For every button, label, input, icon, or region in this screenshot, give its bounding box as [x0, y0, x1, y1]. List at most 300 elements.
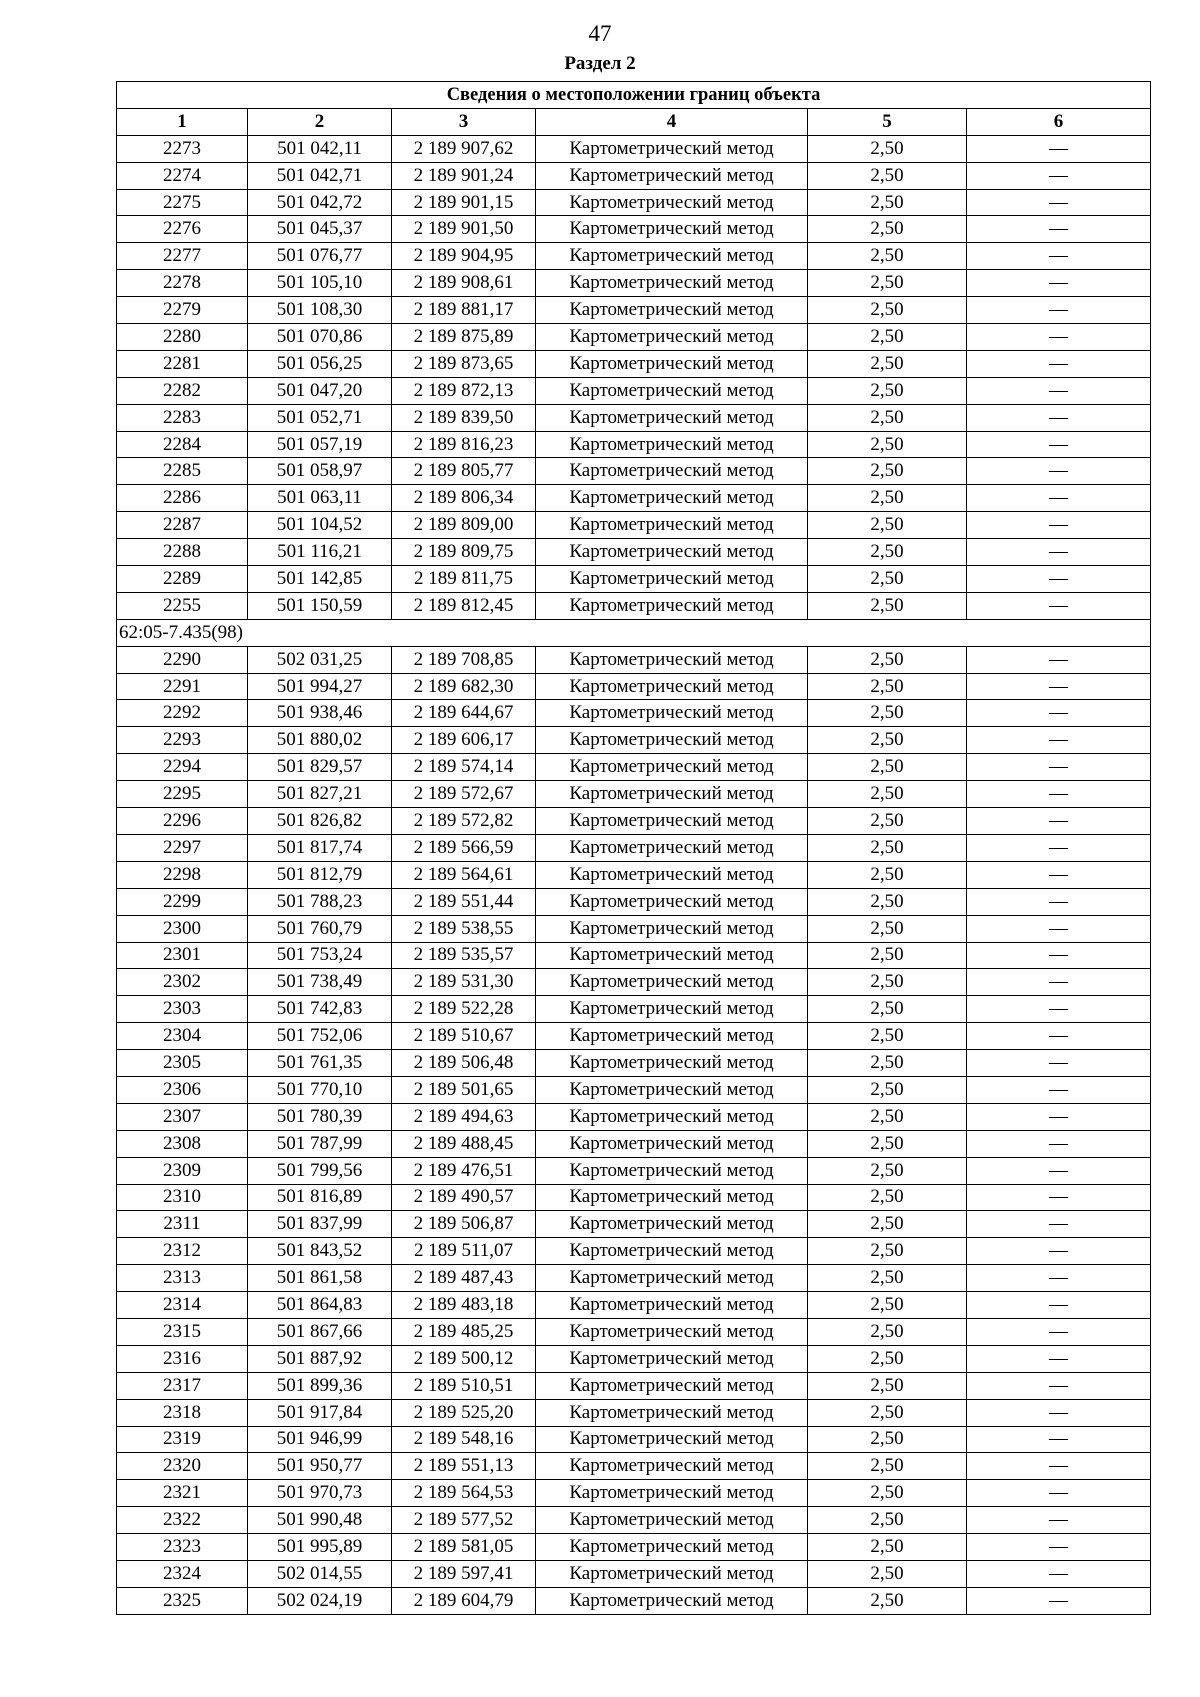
accuracy-cell: 2,50: [808, 1023, 967, 1050]
table-row: [117, 162, 1151, 189]
column-number: 2: [248, 108, 392, 135]
method-cell: Картометрический метод: [536, 781, 808, 808]
x-coordinate-cell: 501 058,97: [248, 458, 392, 485]
description-cell: —: [967, 1265, 1151, 1292]
column-number: 6: [967, 108, 1151, 135]
table-row: [117, 1453, 1151, 1480]
method-cell: Картометрический метод: [536, 996, 808, 1023]
x-coordinate-cell: 501 056,25: [248, 350, 392, 377]
accuracy-cell: 2,50: [808, 754, 967, 781]
table-row: [117, 1345, 1151, 1372]
accuracy-cell: 2,50: [808, 942, 967, 969]
accuracy-cell: 2,50: [808, 324, 967, 351]
description-cell: —: [967, 1399, 1151, 1426]
accuracy-cell: 2,50: [808, 1292, 967, 1319]
description-cell: —: [967, 781, 1151, 808]
method-cell: Картометрический метод: [536, 216, 808, 243]
point-number-cell: 2289: [117, 566, 248, 593]
x-coordinate-cell: 501 770,10: [248, 1076, 392, 1103]
table-row: [117, 592, 1151, 619]
accuracy-cell: 2,50: [808, 485, 967, 512]
description-cell: —: [967, 1050, 1151, 1077]
table-row: [117, 942, 1151, 969]
x-coordinate-cell: 501 994,27: [248, 673, 392, 700]
table-row: [117, 350, 1151, 377]
description-cell: —: [967, 324, 1151, 351]
description-cell: —: [967, 888, 1151, 915]
method-cell: Картометрический метод: [536, 700, 808, 727]
accuracy-cell: 2,50: [808, 1050, 967, 1077]
method-cell: Картометрический метод: [536, 512, 808, 539]
x-coordinate-cell: 501 047,20: [248, 377, 392, 404]
x-coordinate-cell: 501 950,77: [248, 1453, 392, 1480]
method-cell: Картометрический метод: [536, 861, 808, 888]
point-number-cell: 2309: [117, 1157, 248, 1184]
method-cell: Картометрический метод: [536, 1238, 808, 1265]
point-number-cell: 2302: [117, 969, 248, 996]
accuracy-cell: 2,50: [808, 350, 967, 377]
point-number-cell: 2300: [117, 915, 248, 942]
y-coordinate-cell: 2 189 566,59: [392, 834, 536, 861]
table-row: [117, 808, 1151, 835]
y-coordinate-cell: 2 189 574,14: [392, 754, 536, 781]
point-number-cell: 2286: [117, 485, 248, 512]
method-cell: Картометрический метод: [536, 754, 808, 781]
accuracy-cell: 2,50: [808, 1345, 967, 1372]
method-cell: Картометрический метод: [536, 592, 808, 619]
table-row: [117, 512, 1151, 539]
y-coordinate-cell: 2 189 485,25: [392, 1318, 536, 1345]
y-coordinate-cell: 2 189 708,85: [392, 646, 536, 673]
method-cell: Картометрический метод: [536, 1265, 808, 1292]
table-row: [117, 216, 1151, 243]
point-number-cell: 2304: [117, 1023, 248, 1050]
description-cell: —: [967, 673, 1151, 700]
y-coordinate-cell: 2 189 483,18: [392, 1292, 536, 1319]
point-number-cell: 2303: [117, 996, 248, 1023]
table-row: [117, 135, 1151, 162]
x-coordinate-cell: 501 076,77: [248, 243, 392, 270]
table-row: [117, 915, 1151, 942]
point-number-cell: 2322: [117, 1507, 248, 1534]
y-coordinate-cell: 2 189 907,62: [392, 135, 536, 162]
y-coordinate-cell: 2 189 901,15: [392, 189, 536, 216]
y-coordinate-cell: 2 189 577,52: [392, 1507, 536, 1534]
point-number-cell: 2312: [117, 1238, 248, 1265]
method-cell: Картометрический метод: [536, 969, 808, 996]
table-row: [117, 700, 1151, 727]
x-coordinate-cell: 502 031,25: [248, 646, 392, 673]
accuracy-cell: 2,50: [808, 539, 967, 566]
accuracy-cell: 2,50: [808, 270, 967, 297]
method-cell: Картометрический метод: [536, 243, 808, 270]
group-header-row: [117, 619, 1151, 646]
method-cell: Картометрический метод: [536, 135, 808, 162]
accuracy-cell: 2,50: [808, 1560, 967, 1587]
description-cell: —: [967, 754, 1151, 781]
x-coordinate-cell: 501 938,46: [248, 700, 392, 727]
accuracy-cell: 2,50: [808, 1587, 967, 1614]
description-cell: —: [967, 834, 1151, 861]
accuracy-cell: 2,50: [808, 162, 967, 189]
column-number-row: [117, 108, 1151, 135]
description-cell: —: [967, 458, 1151, 485]
accuracy-cell: 2,50: [808, 1211, 967, 1238]
column-number: 3: [392, 108, 536, 135]
description-cell: —: [967, 404, 1151, 431]
table-row: [117, 1560, 1151, 1587]
table-row: [117, 646, 1151, 673]
description-cell: —: [967, 485, 1151, 512]
x-coordinate-cell: 501 861,58: [248, 1265, 392, 1292]
point-number-cell: 2310: [117, 1184, 248, 1211]
description-cell: —: [967, 243, 1151, 270]
y-coordinate-cell: 2 189 500,12: [392, 1345, 536, 1372]
x-coordinate-cell: 501 917,84: [248, 1399, 392, 1426]
x-coordinate-cell: 501 990,48: [248, 1507, 392, 1534]
y-coordinate-cell: 2 189 901,50: [392, 216, 536, 243]
table-row: [117, 1184, 1151, 1211]
point-number-cell: 2316: [117, 1345, 248, 1372]
description-cell: —: [967, 1480, 1151, 1507]
method-cell: Картометрический метод: [536, 888, 808, 915]
x-coordinate-cell: 501 742,83: [248, 996, 392, 1023]
method-cell: Картометрический метод: [536, 377, 808, 404]
accuracy-cell: 2,50: [808, 1399, 967, 1426]
x-coordinate-cell: 501 142,85: [248, 566, 392, 593]
y-coordinate-cell: 2 189 816,23: [392, 431, 536, 458]
description-cell: —: [967, 969, 1151, 996]
x-coordinate-cell: 501 816,89: [248, 1184, 392, 1211]
accuracy-cell: 2,50: [808, 1318, 967, 1345]
table-row: [117, 1211, 1151, 1238]
x-coordinate-cell: 501 864,83: [248, 1292, 392, 1319]
description-cell: —: [967, 1534, 1151, 1561]
y-coordinate-cell: 2 189 805,77: [392, 458, 536, 485]
accuracy-cell: 2,50: [808, 1238, 967, 1265]
accuracy-cell: 2,50: [808, 458, 967, 485]
table-row: [117, 861, 1151, 888]
table-row: [117, 243, 1151, 270]
point-number-cell: 2314: [117, 1292, 248, 1319]
accuracy-cell: 2,50: [808, 808, 967, 835]
point-number-cell: 2274: [117, 162, 248, 189]
y-coordinate-cell: 2 189 812,45: [392, 592, 536, 619]
x-coordinate-cell: 502 024,19: [248, 1587, 392, 1614]
x-coordinate-cell: 501 042,11: [248, 135, 392, 162]
description-cell: —: [967, 1318, 1151, 1345]
y-coordinate-cell: 2 189 901,24: [392, 162, 536, 189]
method-cell: Картометрический метод: [536, 1050, 808, 1077]
table-row: [117, 1587, 1151, 1614]
point-number-cell: 2297: [117, 834, 248, 861]
y-coordinate-cell: 2 189 839,50: [392, 404, 536, 431]
table-row: [117, 673, 1151, 700]
table-row: [117, 1023, 1151, 1050]
y-coordinate-cell: 2 189 875,89: [392, 324, 536, 351]
y-coordinate-cell: 2 189 488,45: [392, 1130, 536, 1157]
method-cell: Картометрический метод: [536, 1157, 808, 1184]
description-cell: —: [967, 592, 1151, 619]
point-number-cell: 2319: [117, 1426, 248, 1453]
x-coordinate-cell: 501 738,49: [248, 969, 392, 996]
method-cell: Картометрический метод: [536, 1587, 808, 1614]
table-row: [117, 1372, 1151, 1399]
table-row: [117, 189, 1151, 216]
description-cell: —: [967, 727, 1151, 754]
table-row: [117, 1507, 1151, 1534]
point-number-cell: 2315: [117, 1318, 248, 1345]
description-cell: —: [967, 996, 1151, 1023]
point-number-cell: 2280: [117, 324, 248, 351]
y-coordinate-cell: 2 189 572,82: [392, 808, 536, 835]
table-row: [117, 1480, 1151, 1507]
table-row: [117, 969, 1151, 996]
point-number-cell: 2255: [117, 592, 248, 619]
table-row: [117, 1130, 1151, 1157]
description-cell: —: [967, 297, 1151, 324]
point-number-cell: 2283: [117, 404, 248, 431]
table-row: [117, 1050, 1151, 1077]
accuracy-cell: 2,50: [808, 915, 967, 942]
table-row: [117, 1076, 1151, 1103]
accuracy-cell: 2,50: [808, 1480, 967, 1507]
method-cell: Картометрический метод: [536, 1211, 808, 1238]
table-row: [117, 431, 1151, 458]
accuracy-cell: 2,50: [808, 135, 967, 162]
y-coordinate-cell: 2 189 510,51: [392, 1372, 536, 1399]
point-number-cell: 2290: [117, 646, 248, 673]
y-coordinate-cell: 2 189 506,48: [392, 1050, 536, 1077]
method-cell: Картометрический метод: [536, 808, 808, 835]
point-number-cell: 2301: [117, 942, 248, 969]
accuracy-cell: 2,50: [808, 673, 967, 700]
point-number-cell: 2285: [117, 458, 248, 485]
y-coordinate-cell: 2 189 811,75: [392, 566, 536, 593]
y-coordinate-cell: 2 189 522,28: [392, 996, 536, 1023]
accuracy-cell: 2,50: [808, 404, 967, 431]
x-coordinate-cell: 501 995,89: [248, 1534, 392, 1561]
x-coordinate-cell: 501 829,57: [248, 754, 392, 781]
y-coordinate-cell: 2 189 809,75: [392, 539, 536, 566]
x-coordinate-cell: 501 761,35: [248, 1050, 392, 1077]
y-coordinate-cell: 2 189 490,57: [392, 1184, 536, 1211]
table-row: [117, 324, 1151, 351]
x-coordinate-cell: 501 116,21: [248, 539, 392, 566]
method-cell: Картометрический метод: [536, 270, 808, 297]
table-row: [117, 754, 1151, 781]
description-cell: —: [967, 216, 1151, 243]
point-number-cell: 2313: [117, 1265, 248, 1292]
point-number-cell: 2308: [117, 1130, 248, 1157]
accuracy-cell: 2,50: [808, 834, 967, 861]
accuracy-cell: 2,50: [808, 243, 967, 270]
method-cell: Картометрический метод: [536, 431, 808, 458]
x-coordinate-cell: 501 799,56: [248, 1157, 392, 1184]
accuracy-cell: 2,50: [808, 700, 967, 727]
x-coordinate-cell: 501 817,74: [248, 834, 392, 861]
column-number: 4: [536, 108, 808, 135]
method-cell: Картометрический метод: [536, 1560, 808, 1587]
y-coordinate-cell: 2 189 873,65: [392, 350, 536, 377]
description-cell: —: [967, 1587, 1151, 1614]
x-coordinate-cell: 501 787,99: [248, 1130, 392, 1157]
x-coordinate-cell: 501 042,71: [248, 162, 392, 189]
method-cell: Картометрический метод: [536, 1345, 808, 1372]
method-cell: Картометрический метод: [536, 915, 808, 942]
x-coordinate-cell: 501 760,79: [248, 915, 392, 942]
accuracy-cell: 2,50: [808, 1534, 967, 1561]
method-cell: Картометрический метод: [536, 458, 808, 485]
method-cell: Картометрический метод: [536, 162, 808, 189]
table-row: [117, 1399, 1151, 1426]
method-cell: Картометрический метод: [536, 942, 808, 969]
point-number-cell: 2324: [117, 1560, 248, 1587]
x-coordinate-cell: 501 108,30: [248, 297, 392, 324]
point-number-cell: 2295: [117, 781, 248, 808]
table-row: [117, 485, 1151, 512]
table-caption: Сведения о местоположении границ объекта: [117, 82, 1151, 109]
table-row: [117, 404, 1151, 431]
point-number-cell: 2299: [117, 888, 248, 915]
method-cell: Картометрический метод: [536, 646, 808, 673]
accuracy-cell: 2,50: [808, 377, 967, 404]
accuracy-cell: 2,50: [808, 1157, 967, 1184]
x-coordinate-cell: 501 827,21: [248, 781, 392, 808]
y-coordinate-cell: 2 189 564,53: [392, 1480, 536, 1507]
description-cell: —: [967, 1103, 1151, 1130]
method-cell: Картометрический метод: [536, 1023, 808, 1050]
description-cell: —: [967, 1238, 1151, 1265]
y-coordinate-cell: 2 189 682,30: [392, 673, 536, 700]
y-coordinate-cell: 2 189 904,95: [392, 243, 536, 270]
accuracy-cell: 2,50: [808, 566, 967, 593]
point-number-cell: 2317: [117, 1372, 248, 1399]
y-coordinate-cell: 2 189 476,51: [392, 1157, 536, 1184]
method-cell: Картометрический метод: [536, 1184, 808, 1211]
method-cell: Картометрический метод: [536, 297, 808, 324]
x-coordinate-cell: 501 970,73: [248, 1480, 392, 1507]
y-coordinate-cell: 2 189 806,34: [392, 485, 536, 512]
method-cell: Картометрический метод: [536, 1534, 808, 1561]
x-coordinate-cell: 502 014,55: [248, 1560, 392, 1587]
description-cell: —: [967, 1507, 1151, 1534]
method-cell: Картометрический метод: [536, 1426, 808, 1453]
x-coordinate-cell: 501 812,79: [248, 861, 392, 888]
point-number-cell: 2294: [117, 754, 248, 781]
x-coordinate-cell: 501 057,19: [248, 431, 392, 458]
method-cell: Картометрический метод: [536, 539, 808, 566]
x-coordinate-cell: 501 837,99: [248, 1211, 392, 1238]
table-row: [117, 566, 1151, 593]
method-cell: Картометрический метод: [536, 1480, 808, 1507]
x-coordinate-cell: 501 752,06: [248, 1023, 392, 1050]
table-row: [117, 377, 1151, 404]
description-cell: —: [967, 861, 1151, 888]
description-cell: —: [967, 1292, 1151, 1319]
accuracy-cell: 2,50: [808, 431, 967, 458]
method-cell: Картометрический метод: [536, 1103, 808, 1130]
point-number-cell: 2281: [117, 350, 248, 377]
table-row: [117, 996, 1151, 1023]
accuracy-cell: 2,50: [808, 1103, 967, 1130]
x-coordinate-cell: 501 887,92: [248, 1345, 392, 1372]
accuracy-cell: 2,50: [808, 189, 967, 216]
accuracy-cell: 2,50: [808, 969, 967, 996]
method-cell: Картометрический метод: [536, 1130, 808, 1157]
x-coordinate-cell: 501 150,59: [248, 592, 392, 619]
accuracy-cell: 2,50: [808, 1076, 967, 1103]
point-number-cell: 2293: [117, 727, 248, 754]
method-cell: Картометрический метод: [536, 566, 808, 593]
x-coordinate-cell: 501 052,71: [248, 404, 392, 431]
accuracy-cell: 2,50: [808, 1507, 967, 1534]
point-number-cell: 2273: [117, 135, 248, 162]
method-cell: Картометрический метод: [536, 727, 808, 754]
point-number-cell: 2311: [117, 1211, 248, 1238]
x-coordinate-cell: 501 070,86: [248, 324, 392, 351]
y-coordinate-cell: 2 189 581,05: [392, 1534, 536, 1561]
x-coordinate-cell: 501 063,11: [248, 485, 392, 512]
accuracy-cell: 2,50: [808, 861, 967, 888]
description-cell: —: [967, 1345, 1151, 1372]
y-coordinate-cell: 2 189 538,55: [392, 915, 536, 942]
x-coordinate-cell: 501 105,10: [248, 270, 392, 297]
description-cell: —: [967, 915, 1151, 942]
method-cell: Картометрический метод: [536, 1292, 808, 1319]
y-coordinate-cell: 2 189 604,79: [392, 1587, 536, 1614]
x-coordinate-cell: 501 826,82: [248, 808, 392, 835]
description-cell: —: [967, 512, 1151, 539]
accuracy-cell: 2,50: [808, 512, 967, 539]
description-cell: —: [967, 1372, 1151, 1399]
y-coordinate-cell: 2 189 487,43: [392, 1265, 536, 1292]
y-coordinate-cell: 2 189 872,13: [392, 377, 536, 404]
y-coordinate-cell: 2 189 606,17: [392, 727, 536, 754]
point-number-cell: 2318: [117, 1399, 248, 1426]
table-row: [117, 1534, 1151, 1561]
boundary-coordinates-table: [116, 81, 1151, 1615]
point-number-cell: 2320: [117, 1453, 248, 1480]
y-coordinate-cell: 2 189 506,87: [392, 1211, 536, 1238]
method-cell: Картометрический метод: [536, 350, 808, 377]
description-cell: —: [967, 646, 1151, 673]
point-number-cell: 2287: [117, 512, 248, 539]
x-coordinate-cell: 501 788,23: [248, 888, 392, 915]
point-number-cell: 2307: [117, 1103, 248, 1130]
method-cell: Картометрический метод: [536, 485, 808, 512]
point-number-cell: 2288: [117, 539, 248, 566]
x-coordinate-cell: 501 045,37: [248, 216, 392, 243]
y-coordinate-cell: 2 189 494,63: [392, 1103, 536, 1130]
y-coordinate-cell: 2 189 501,65: [392, 1076, 536, 1103]
description-cell: —: [967, 135, 1151, 162]
accuracy-cell: 2,50: [808, 888, 967, 915]
description-cell: —: [967, 566, 1151, 593]
accuracy-cell: 2,50: [808, 1184, 967, 1211]
table-row: [117, 1103, 1151, 1130]
description-cell: —: [967, 350, 1151, 377]
point-number-cell: 2277: [117, 243, 248, 270]
table-row: [117, 1292, 1151, 1319]
table-row: [117, 727, 1151, 754]
accuracy-cell: 2,50: [808, 216, 967, 243]
table-row: [117, 1157, 1151, 1184]
point-number-cell: 2291: [117, 673, 248, 700]
description-cell: —: [967, 1560, 1151, 1587]
description-cell: —: [967, 700, 1151, 727]
table-row: [117, 781, 1151, 808]
